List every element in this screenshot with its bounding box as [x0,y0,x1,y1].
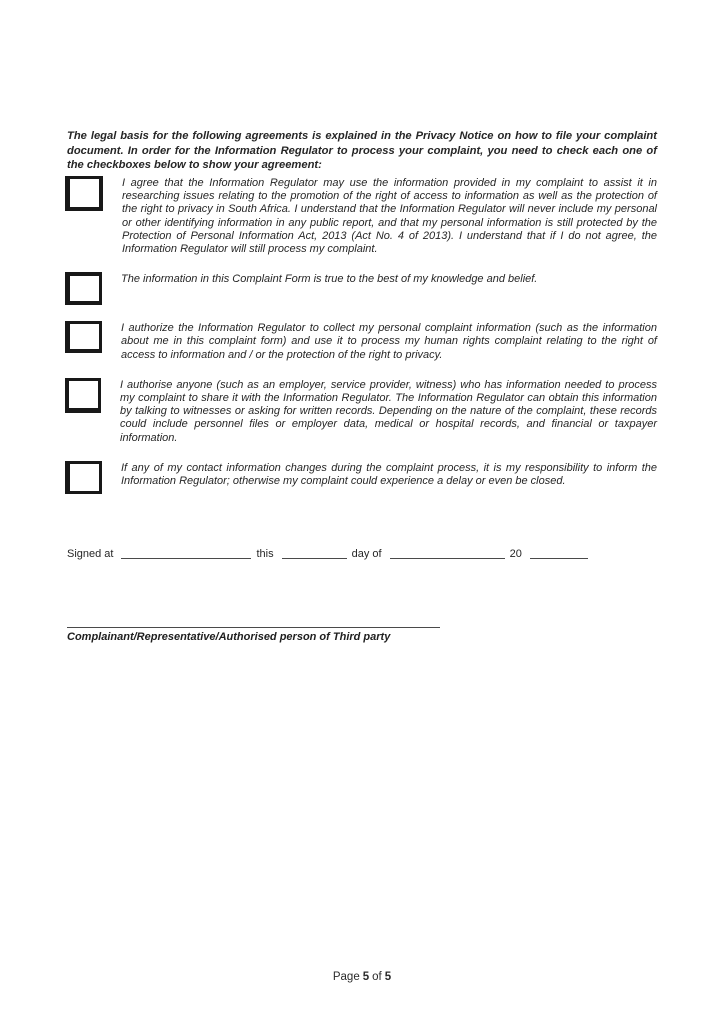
agreements-section [65,176,657,510]
agreement-text-1: I agree that the Information Regulator may use the information provided in my complaint to assist it in researching issues relating to the promotion of the right of access to information as well as the protection of the right to privacy in South Africa. I understand that the Information Regulator will never include my personal or other identifying information in any public report, and that my personal information is still protected by the Protection of Personal Information Act, 2013 (Act No. 4 of 2013). I understand that if I do not agree, the Information Regulator will still process my complaint. [122,177,657,256]
signed-day-field[interactable] [282,547,347,559]
agreement-row-5 [65,461,657,494]
intro-text: The legal basis for the following agreements is explained in the Privacy Notice on how to file your complaint document. In order for the Information Regulator to process your complaint, you need to check each one of the checkboxes below to show your agreement: [67,130,657,171]
signed-month-field[interactable] [390,547,505,559]
this-label: this [256,548,274,560]
agreement-row-3 [65,321,657,362]
of-label: of [372,971,382,983]
signed-at-line [67,545,687,561]
agreement-row-4 [65,378,657,445]
agreement-text-3: I authorize the Information Regulator to collect my personal complaint information (such as the information about me in this complaint form) and use it to process my human rights complaint relating to the right of access to information and / or the protection of the right to privacy. [121,322,657,361]
agreement-checkbox-2[interactable] [65,272,102,305]
signed-at-place-field[interactable] [121,547,251,559]
agreement-checkbox-4[interactable] [65,378,101,413]
agreement-row-1 [65,176,657,256]
agreement-checkbox-1[interactable] [65,176,103,211]
total-pages-number: 5 [384,971,392,983]
signature-field[interactable] [67,618,440,628]
signature-label: Complainant/Representative/Authorised person of Third party [67,631,391,643]
signed-year-field[interactable] [530,547,588,559]
agreement-text-5: If any of my contact information changes during the complaint process, it is my responsibility to inform the Information Regulator; otherwise my complaint could experience a delay or even be closed. [121,461,657,488]
agreement-text-2: The information in this Complaint Form is true to the best of my knowledge and belief. [121,273,538,286]
signed-at-label: Signed at [67,548,114,560]
agreement-checkbox-5[interactable] [65,461,102,494]
year-prefix-label: 20 [509,548,522,560]
day-of-label: day of [351,548,382,560]
agreement-checkbox-3[interactable] [65,321,102,353]
agreement-row-2 [65,272,657,305]
agreement-text-4: I authorise anyone (such as an employer, service provider, witness) who has information needed to process my complaint to share it with the Information Regulator. The Information Regulator can obtain this information by talking to witnesses or asking for written records. Depending on the nature of the complaint, these records could include personnel files or employer data, medical or hospital records, and financial or taxpayer information. [120,378,657,444]
page-footer [0,971,724,983]
current-page-number: 5 [362,971,370,983]
signature-section [67,618,487,643]
page-label: Page [332,971,360,983]
